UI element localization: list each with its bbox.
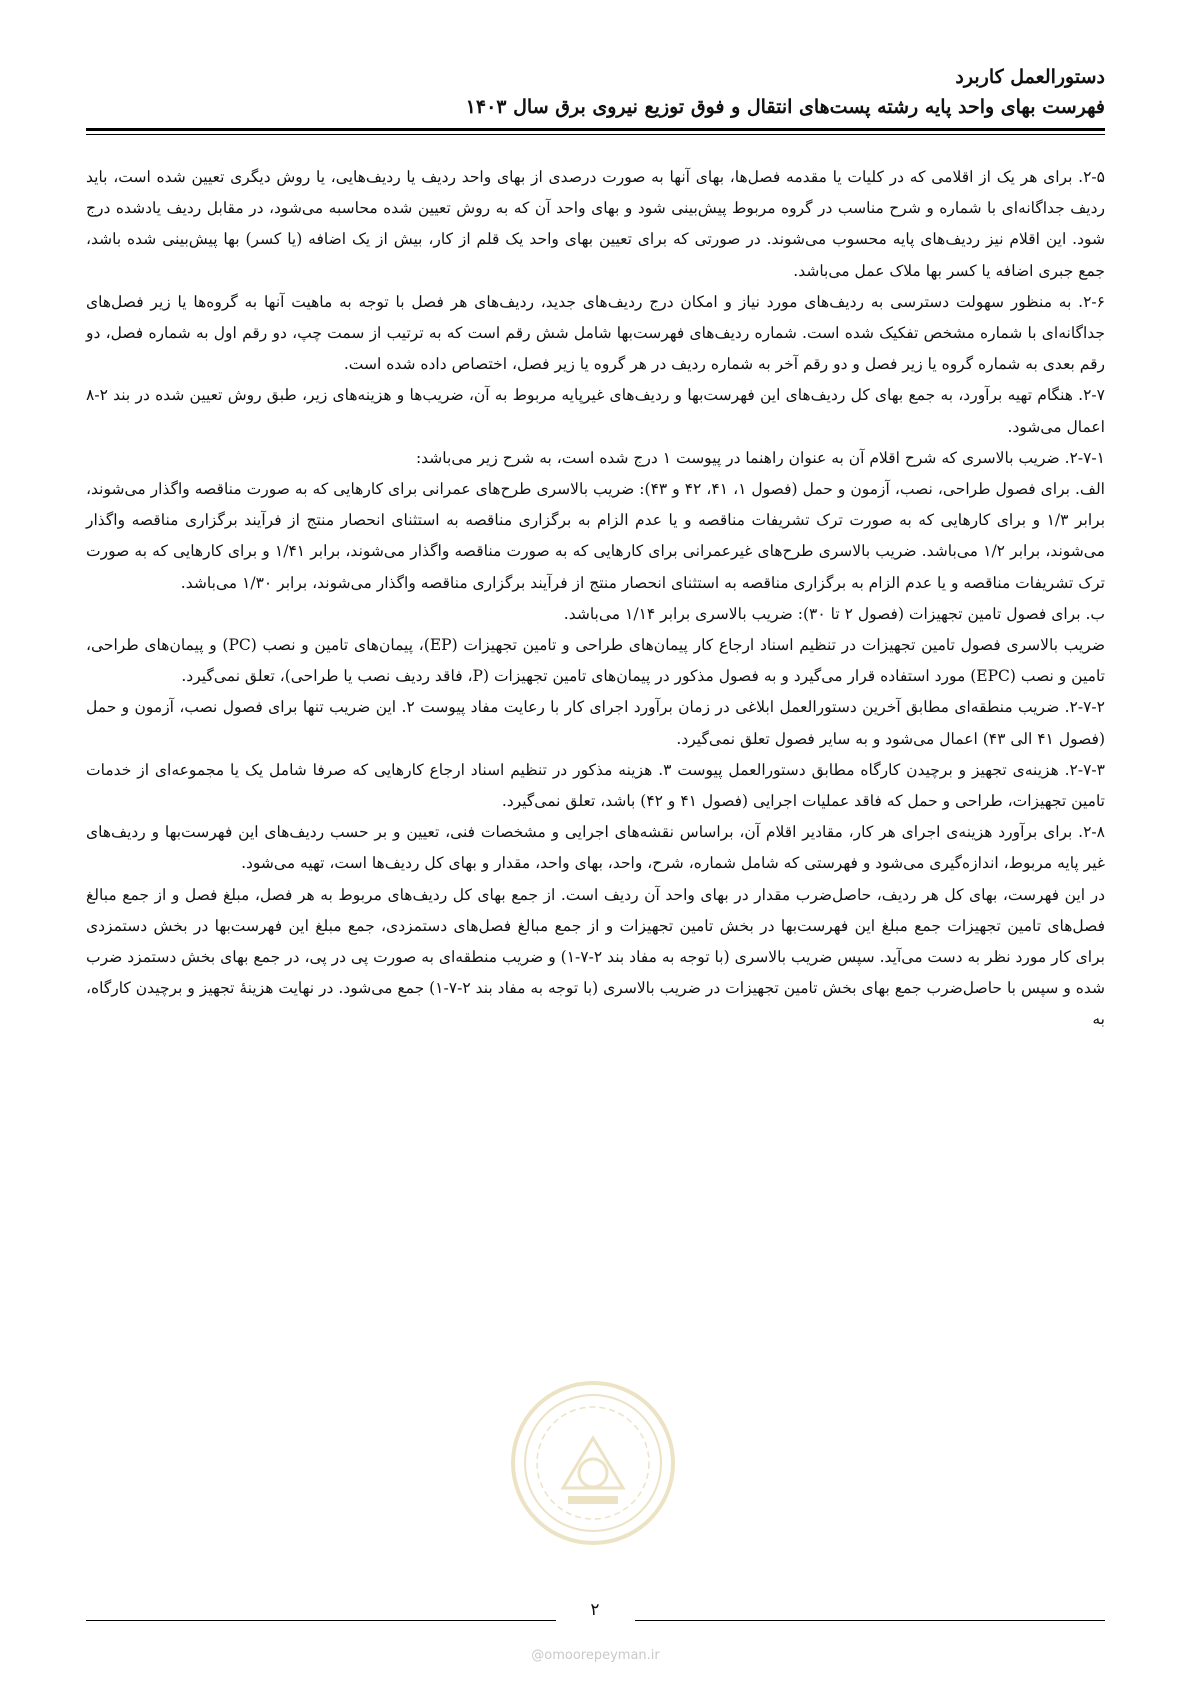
paragraph-2-8: ۲-۸. برای برآورد هزینه‌ی اجرای هر کار، مقادیر اقلام آن، براساس نقشه‌های اجرایی و مشخصات فنی، تعیین و بر حسب ردیف‌های این فهرست‌بها و ردیف‌های غیر پایه مربوط، اندازه‌گیری می‌شود و فهرستی که شامل شماره، شرح، واحد، بهای واحد، مقدار و بهای کل ردیف‌ها است، تهیه می‌شود.: [86, 823, 1105, 873]
header-subtitle: فهرست بهای واحد پایه رشته پست‌های انتقال و فوق توزیع نیروی برق سال ۱۴۰۳: [465, 96, 1105, 118]
page-header: [86, 62, 1105, 122]
paragraph-2-5: ۲-۵. برای هر یک از اقلامی که در کلیات یا مقدمه فصل‌ها، بهای آنها به صورت درصدی از بهای واحد ردیف یا ردیف‌هایی، یا روش دیگری تعیین شده است، باید ردیف جداگانه‌ای با شماره و شرح مناسب در گروه مربوط پیش‌بینی شود و بهای واحد آن که به روش تعیین شده محاسبه می‌شود، در مقابل ردیف یادشده درج شود. این اقلام نیز ردیف‌های پایه محسوب می‌شوند. در صورتی که برای تعیین بهای واحد یک قلم از کار، بیش از یک اضافه (یا کسر) بها پیش‌بینی شده باشد، جمع جبری اضافه یا کسر بها ملاک عمل می‌باشد.: [86, 168, 1105, 280]
paragraph-2-7-1: ۲-۷-۱. ضریب بالاسری که شرح اقلام آن به عنوان راهنما در پیوست ۱ درج شده است، به شرح زیر می‌باشد:: [415, 448, 1105, 467]
paragraph-be: ب. برای فصول تامین تجهیزات (فصول ۲ تا ۳۰): ضریب بالاسری برابر ۱/۱۴ می‌باشد.: [563, 604, 1105, 623]
watermark-seal-icon: [508, 1378, 678, 1548]
paragraph-2-7: ۲-۷. هنگام تهیه برآورد، به جمع بهای کل ردیف‌های این فهرست‌بها و ردیف‌های غیرپایه مربوط به آن، ضریب‌ها و هزینه‌های زیر، طبق روش تعیین شده در بند ۲-۸ اعمال می‌شود.: [86, 386, 1105, 436]
header-divider-thin: [86, 134, 1105, 135]
paragraph-2-7-2: ۲-۷-۲. ضریب منطقه‌ای مطابق آخرین دستورالعمل ابلاغی در زمان برآورد اجرای کار با رعایت مفاد پیوست ۲. این ضریب تنها برای فصول نصب، آزمون و حمل (فصول ۴۱ الی ۴۳) اعمال می‌شود و به سایر فصول تعلق نمی‌گیرد.: [86, 698, 1105, 748]
paragraph-2-7-3: ۲-۷-۳. هزینه‌ی تجهیز و برچیدن کارگاه مطابق دستورالعمل پیوست ۳. هزینه مذکور در تنظیم اسناد ارجاع کارهایی که صرفا شامل یک یا مجموعه‌ای از خدمات تامین تجهیزات، طراحی و حمل که فاقد عملیات اجرایی (فصول ۴۱ و ۴۲) باشد، تعلق نمی‌گیرد.: [86, 760, 1105, 811]
footer-divider-right: [635, 1620, 1105, 1621]
paragraph-list-calculation: در این فهرست، بهای کل هر ردیف، حاصل‌ضرب مقدار در بهای واحد آن ردیف است. از جمع بهای کل ردیف‌های مربوط به هر فصل، مبلغ فصل و از جمع مبالغ فصل‌های تامین تجهیزات جمع مبلغ این فهرست‌بها در بخش تامین تجهیزات و از جمع مبالغ فصل‌های دستمزدی، جمع مبلغ این فهرست‌بها در بخش دستمزدی برای کار مورد نظر به دست می‌آید. سپس ضریب بالاسری (با توجه به مفاد بند ۲-۷-۱) و ضریب منطقه‌ای به صورت پی در پی، در جمع بهای بخش دستمزد ضرب شده و سپس با حاصل‌ضرب جمع بهای بخش تامین تجهیزات در ضریب بالاسری (با توجه به مفاد بند ۲-۷-۱) جمع می‌شود. در نهایت هزینهٔ تجهیز و برچیدن کارگاه، به: [86, 885, 1105, 1029]
body-text: [86, 162, 1105, 1036]
footer-divider-left: [86, 1620, 556, 1621]
header-divider-thick: [86, 128, 1105, 131]
paragraph-2-6: ۲-۶. به منظور سهولت دسترسی به ردیف‌های مورد نیاز و امکان درج ردیف‌های جدید، ردیف‌های هر فصل با توجه به ماهیت آنها به گروه‌ها یا زیر فصل‌های جداگانه‌ای با شماره مشخص تفکیک شده است. شماره ردیف‌های فهرست‌بها شامل شش رقم است که به ترتیب از سمت چپ، دو رقم اول به شماره فصل، دو رقم بعدی به شماره گروه یا زیر فصل و دو رقم آخر به شماره ردیف در هر گروه یا زیر فصل، اختصاص داده شده است.: [86, 292, 1105, 374]
paragraph-overhead-note: ضریب بالاسری فصول تامین تجهیزات در تنظیم اسناد ارجاع کار پیمان‌های طراحی و تامین تجهیزات (EP)، پیمان‌های تامین و نصب (PC) و پیمان‌های طراحی، تامین و نصب (EPC) مورد استفاده قرار می‌گیرد و به فصول مذکور در پیمان‌های تامین تجهیزات (P، فاقد ردیف نصب یا طراحی)، تعلق نمی‌گیرد.: [86, 636, 1105, 686]
paragraph-alef: الف. برای فصول طراحی، نصب، آزمون و حمل (فصول ۱، ۴۱، ۴۲ و ۴۳): ضریب بالاسری طرح‌های عمرانی برای کارهایی که به صورت مناقصه واگذار می‌شوند، برابر ۱/۳ و برای کارهایی که به صورت ترک تشریفات مناقصه و یا عدم الزام به برگزاری مناقصه به استثنای انحصار منتج از فرآیند برگزاری مناقصه واگذار می‌شوند، برابر ۱/۲ می‌باشد. ضریب بالاسری طرح‌های غیرعمرانی برای کارهایی که به صورت مناقصه واگذار می‌شوند، برابر ۱/۴۱ و برای کارهایی که به صورت ترک تشریفات مناقصه و یا عدم الزام به برگزاری مناقصه به استثنای انحصار منتج از فرآیند برگزاری مناقصه واگذار می‌شوند، برابر ۱/۳۰ می‌باشد.: [86, 480, 1106, 592]
header-title: دستورالعمل کاربرد: [955, 66, 1105, 88]
page-number: ۲: [590, 1600, 600, 1620]
website-watermark: @omoorepeyman.ir: [531, 1648, 660, 1663]
